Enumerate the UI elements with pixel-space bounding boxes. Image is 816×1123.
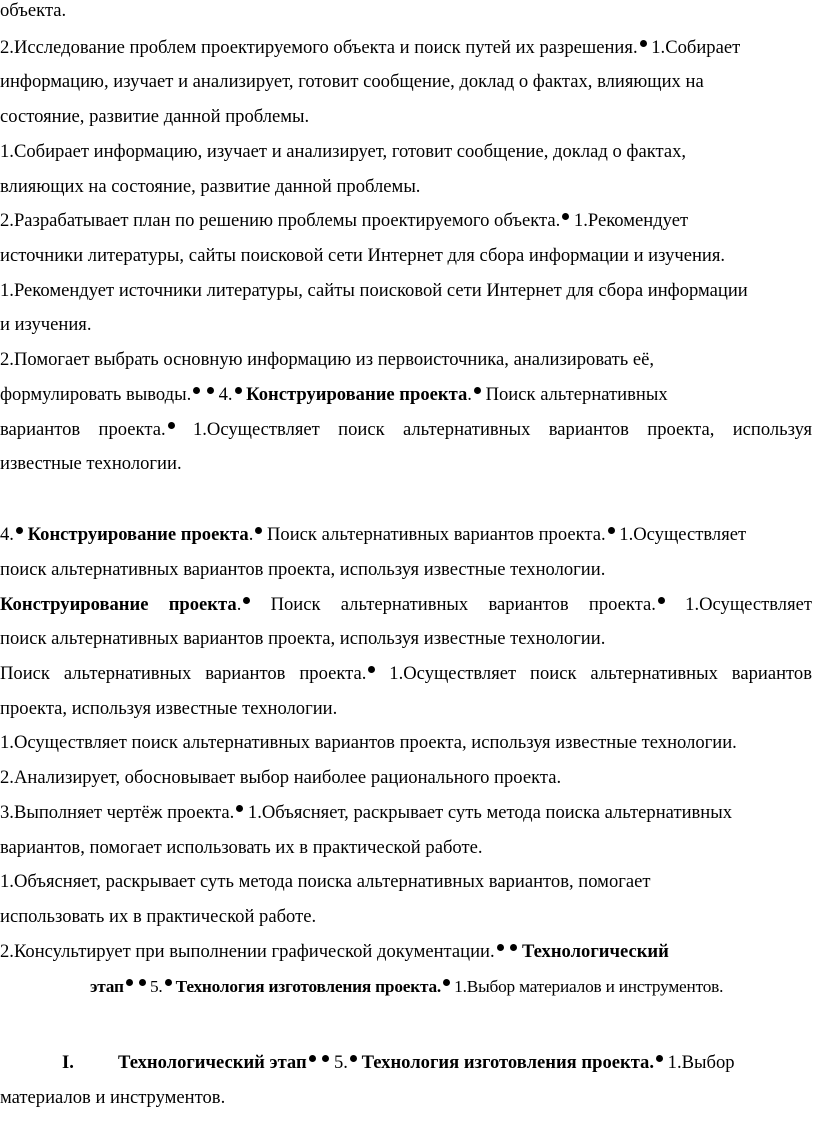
bullet-icon xyxy=(640,40,647,47)
bullet-icon xyxy=(168,422,175,429)
bullet-icon xyxy=(350,1055,357,1062)
heading-run: Конструирование проекта xyxy=(0,594,237,615)
text-line xyxy=(0,349,812,371)
bullet-icon xyxy=(126,979,133,986)
text-line xyxy=(0,176,812,198)
text-line xyxy=(0,1087,812,1109)
bullet-icon xyxy=(309,1055,316,1062)
text-run: Поиск альтернативных xyxy=(480,384,668,405)
text-line xyxy=(0,0,812,22)
text-run: 2.Помогает выбрать основную информацию из первоисточника, анализировать её, xyxy=(0,349,655,370)
text-line xyxy=(0,767,812,789)
text-run: 1.Осуществляет xyxy=(614,524,747,545)
text-run: проекта, используя известные технологии. xyxy=(0,698,338,719)
text-line xyxy=(0,37,812,59)
text-line xyxy=(0,280,812,302)
text-run: поиск альтернативных вариантов проекта, используя известные технологии. xyxy=(0,628,606,649)
text-run: влияющих на состояние, развитие данной проблемы. xyxy=(0,176,421,197)
bullet-icon xyxy=(193,387,200,394)
text-run: 1.Выбор xyxy=(663,1052,735,1073)
bullet-icon xyxy=(608,527,615,534)
bullet-icon xyxy=(658,597,665,604)
text-run: вариантов, помогает использовать их в практической работе. xyxy=(0,837,483,858)
text-run: и изучения. xyxy=(0,314,92,335)
text-run: 4. xyxy=(213,384,233,405)
text-line xyxy=(0,106,812,128)
text-line xyxy=(0,71,812,93)
text-line xyxy=(0,141,812,163)
text-line xyxy=(0,210,812,232)
text-run: Поиск альтернативных вариантов проекта. xyxy=(0,663,367,684)
text-run: Поиск альтернативных вариантов проекта. xyxy=(262,524,606,545)
text-line xyxy=(0,732,812,754)
text-line xyxy=(0,906,812,928)
text-run: информацию, изучает и анализирует, готовит сообщение, доклад о фактах, влияющих на xyxy=(0,71,704,92)
bullet-icon xyxy=(16,527,23,534)
text-run: источники литературы, сайты поисковой сети Интернет для сбора информации и изучения. xyxy=(0,245,726,266)
heading-run: Конструирование проекта xyxy=(22,524,249,545)
text-line xyxy=(0,628,812,650)
text-run: . xyxy=(236,594,242,615)
text-run: использовать их в практической работе. xyxy=(0,906,317,927)
text-line xyxy=(0,384,812,406)
text-line xyxy=(0,453,812,475)
text-line xyxy=(0,698,812,720)
text-run: 1.Объясняет, раскрывает суть метода поиска альтернативных xyxy=(243,802,733,823)
text-run: 1.Осуществляет xyxy=(664,594,812,615)
heading-run: I. xyxy=(62,1052,74,1073)
text-line xyxy=(0,837,812,859)
bullet-icon xyxy=(165,979,172,986)
text-run: 2.Анализирует, обосновывает выбор наиболее рационального проекта. xyxy=(0,767,562,788)
text-line xyxy=(0,524,812,546)
text-run: известные технологии. xyxy=(0,453,182,474)
text-run: 1.Выбор материалов и инструментов. xyxy=(450,977,724,996)
text-run: 1.Осуществляет поиск альтернативных вариантов xyxy=(375,663,812,684)
text-run: . xyxy=(248,524,254,545)
bullet-icon xyxy=(235,387,242,394)
text-line xyxy=(0,559,812,581)
text-line xyxy=(0,871,812,893)
heading-run: Конструирование проекта xyxy=(241,384,468,405)
text-run: 1.Осуществляет поиск альтернативных вариантов проекта, используя xyxy=(174,419,812,440)
text-line xyxy=(0,941,812,963)
text-run: формулировать выводы. xyxy=(0,384,192,405)
text-run: объекта. xyxy=(0,0,67,21)
text-line xyxy=(118,1052,812,1074)
bullet-icon xyxy=(497,944,504,951)
heading-run: Технологический этап xyxy=(118,1052,307,1073)
text-run: . xyxy=(467,384,472,405)
heading-run: Технология изготовления проекта. xyxy=(171,977,442,996)
text-run: 4. xyxy=(0,524,14,545)
text-line xyxy=(90,976,812,998)
text-run: 2.Консультирует при выполнении графической документации. xyxy=(0,941,495,962)
text-run: 1.Осуществляет поиск альтернативных вариантов проекта, используя известные технологии. xyxy=(0,732,737,753)
text-run: Поиск альтернативных вариантов проекта. xyxy=(250,594,656,615)
list-number xyxy=(62,1052,118,1074)
bullet-icon xyxy=(474,387,481,394)
text-run: 2.Разрабатывает план по решению проблемы проектируемого объекта. xyxy=(0,210,561,231)
text-line xyxy=(0,419,812,441)
text-run: материалов и инструментов. xyxy=(0,1087,226,1108)
text-run: состояние, развитие данной проблемы. xyxy=(0,106,310,127)
bullet-icon xyxy=(207,387,214,394)
bullet-icon xyxy=(656,1055,663,1062)
text-run: 1.Рекомендует xyxy=(569,210,689,231)
text-run: 5. xyxy=(329,1052,348,1073)
heading-run: Технологический xyxy=(517,941,669,962)
heading-run: этап xyxy=(90,977,124,996)
text-run: вариантов проекта. xyxy=(0,419,166,440)
text-line xyxy=(0,802,812,824)
text-line xyxy=(0,594,812,616)
text-run: поиск альтернативных вариантов проекта, используя известные технологии. xyxy=(0,559,606,580)
text-run: 2.Исследование проблем проектируемого объекта и поиск путей их разрешения. xyxy=(0,37,638,58)
text-run: 1.Объясняет, раскрывает суть метода поиска альтернативных вариантов, помогает xyxy=(0,871,651,892)
text-run: 1.Собирает xyxy=(646,37,741,58)
text-run: 1.Рекомендует источники литературы, сайты поисковой сети Интернет для сбора информации xyxy=(0,280,748,301)
text-line xyxy=(0,314,812,336)
heading-run: Технология изготовления проекта. xyxy=(356,1052,655,1073)
text-line xyxy=(0,663,812,685)
bullet-icon xyxy=(443,979,450,986)
bullet-icon xyxy=(139,979,146,986)
text-line xyxy=(0,245,812,267)
text-run: 5. xyxy=(145,977,163,996)
text-run: 3.Выполняет чертёж проекта. xyxy=(0,802,235,823)
text-run: 1.Собирает информацию, изучает и анализирует, готовит сообщение, доклад о фактах, xyxy=(0,141,687,162)
